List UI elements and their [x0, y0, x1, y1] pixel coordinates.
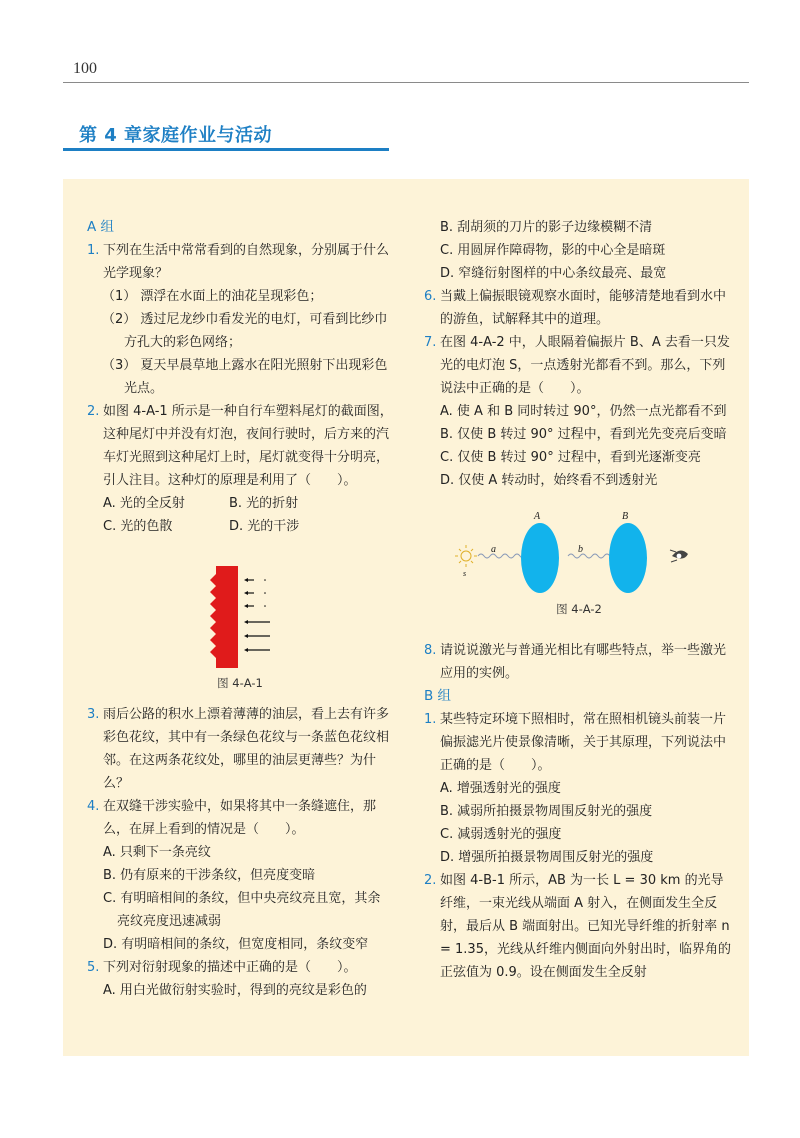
question-a7 — [424, 331, 734, 400]
right-column — [424, 216, 734, 984]
question-text: 请说说激光与普通光相比有哪些特点，举一些激光应用的实例。 — [440, 643, 727, 681]
label-A: A — [534, 512, 541, 522]
question-a4 — [87, 795, 393, 841]
question-text: 雨后公路的积水上漂着薄薄的油层，看上去有许多彩色花纹，其中有一条绿色花纹与一条蓝色花纹相邻。在这两条花纹处，哪里的油层更薄些？为什么？ — [103, 707, 390, 791]
question-a3 — [87, 703, 393, 795]
group-a-heading: A 组 — [87, 219, 115, 235]
option: C. 光的色散 — [103, 519, 173, 534]
question-a6 — [424, 285, 734, 331]
question-number: 1. — [87, 243, 100, 258]
question-number: 6. — [424, 289, 437, 304]
option: D. 增强所拍摄景物周围反射光的强度 — [440, 850, 654, 865]
option-row — [87, 492, 393, 515]
question-text: 下列在生活中常常看到的自然现象，分别属于什么光学现象？ — [103, 243, 390, 281]
question-a8 — [424, 639, 734, 685]
question-a2 — [87, 400, 393, 492]
option: C. 仅使 B 转过 90° 过程中，看到光逐渐变亮 — [440, 450, 701, 465]
question-text: 在双缝干涉实验中，如果将其中一条缝遮住，那么，在屏上看到的情况是（ ）。 — [103, 799, 377, 837]
label-a: a — [491, 544, 496, 555]
option: C. 用圆屏作障碍物，影的中心全是暗斑 — [440, 243, 666, 258]
chapter-title: 第 4 章家庭作业与活动 — [79, 125, 273, 146]
question-number: 2. — [87, 404, 100, 419]
option: D. 有明暗相间的条纹，但宽度相同，条纹变窄 — [103, 937, 369, 952]
polarizer-diagram — [454, 512, 694, 594]
option: A. 用白光做衍射实验时，得到的亮纹是彩色的 — [103, 983, 367, 998]
question-number: 4. — [87, 799, 100, 814]
question-number: 5. — [87, 960, 100, 975]
question-text: 如图 4-B-1 所示，AB 为一长 L = 30 km 的光导纤维，一束光线从端面 A 射入，在侧面发生全反射，最后从 B 端面射出。已知光导纤维的折射率 n = 1.35，光线从纤维内侧面向外射出时，临界角的正弦值为 0.9。设在侧面发生全反射 — [440, 873, 731, 980]
taillight-body — [210, 566, 238, 668]
figure-caption: 图 4-A-2 — [556, 602, 602, 616]
question-text: 当戴上偏振眼镜观察水面时，能够清楚地看到水中的游鱼，试解释其中的道理。 — [440, 289, 727, 327]
option: D. 窄缝衍射图样的中心条纹最亮、最宽 — [440, 266, 667, 281]
question-text: 下列对衍射现象的描述中正确的是（ ）。 — [103, 960, 357, 975]
question-a5 — [87, 956, 393, 979]
question-b2 — [424, 869, 734, 984]
polarizer-b — [609, 523, 647, 593]
option: A. 增强透射光的强度 — [440, 781, 561, 796]
polarizer-a — [521, 523, 559, 593]
option: B. 减弱所拍摄景物周围反射光的强度 — [440, 804, 653, 819]
question-number: 3. — [87, 707, 100, 722]
option: C. 减弱透射光的强度 — [440, 827, 562, 842]
option: A. 只剩下一条亮纹 — [103, 845, 211, 860]
question-text: 某些特定环境下照相时，常在照相机镜头前装一片偏振滤光片使景像清晰，关于其原理，下列说法中正确的是（ ）。 — [440, 712, 727, 773]
question-a1 — [87, 239, 393, 285]
option: B. 仍有原来的干涉条纹，但亮度变暗 — [103, 868, 316, 883]
option: B. 刮胡须的刀片的影子边缘模糊不清 — [440, 220, 653, 235]
group-b-heading: B 组 — [424, 688, 452, 704]
question-text: 如图 4-A-1 所示是一种自行车塑料尾灯的截面图，这种尾灯中并没有灯泡，夜间行驶时，后方来的汽车灯光照到这种尾灯上时，尾灯就变得十分明亮，引人注目。这种灯的原理是利用了（ ）。 — [103, 404, 393, 488]
question-number: 8. — [424, 643, 437, 658]
option: A. 光的全反射 — [103, 496, 185, 511]
option: A. 使 A 和 B 同时转过 90°，仍然一点光都看不到 — [440, 404, 727, 419]
page-number: 100 — [73, 60, 97, 77]
bike-taillight-diagram — [210, 566, 274, 668]
label-b: b — [578, 544, 583, 555]
left-column — [87, 216, 393, 1002]
question-b1 — [424, 708, 734, 777]
option: D. 光的干涉 — [229, 519, 300, 534]
option-row — [87, 515, 393, 538]
question-number: 1. — [424, 712, 437, 727]
option: B. 仅使 B 转过 90° 过程中，看到光先变亮后变暗 — [440, 427, 727, 442]
question-number: 2. — [424, 873, 437, 888]
figure-4-a-1 — [87, 566, 393, 670]
sub-item: （3） 夏天早晨草地上露水在阳光照射下出现彩色光点。 — [102, 358, 388, 396]
sub-item: （1） 漂浮在水面上的油花呈现彩色； — [102, 289, 323, 304]
option: C. 有明暗相间的条纹，但中央亮纹亮且宽，其余亮纹亮度迅速减弱 — [103, 891, 381, 929]
header-rule — [63, 82, 749, 83]
option: B. 光的折射 — [229, 496, 299, 511]
figure-caption: 图 4-A-1 — [217, 676, 263, 690]
chapter-title-underline — [63, 148, 389, 151]
eye-icon — [670, 550, 688, 562]
question-number: 7. — [424, 335, 437, 350]
figure-4-a-2 — [424, 512, 734, 594]
label-B: B — [622, 512, 629, 522]
question-text: 在图 4-A-2 中，人眼隔着偏振片 B、A 去看一只发光的电灯泡 S，一点透射光都看不到。那么，下列说法中正确的是（ ）。 — [440, 335, 730, 396]
option: D. 仅使 A 转动时，始终看不到透射光 — [440, 473, 658, 488]
label-s: s — [463, 569, 467, 578]
sub-item: （2） 透过尼龙纱巾看发光的电灯，可看到比纱巾方孔大的彩色网络； — [102, 312, 388, 350]
